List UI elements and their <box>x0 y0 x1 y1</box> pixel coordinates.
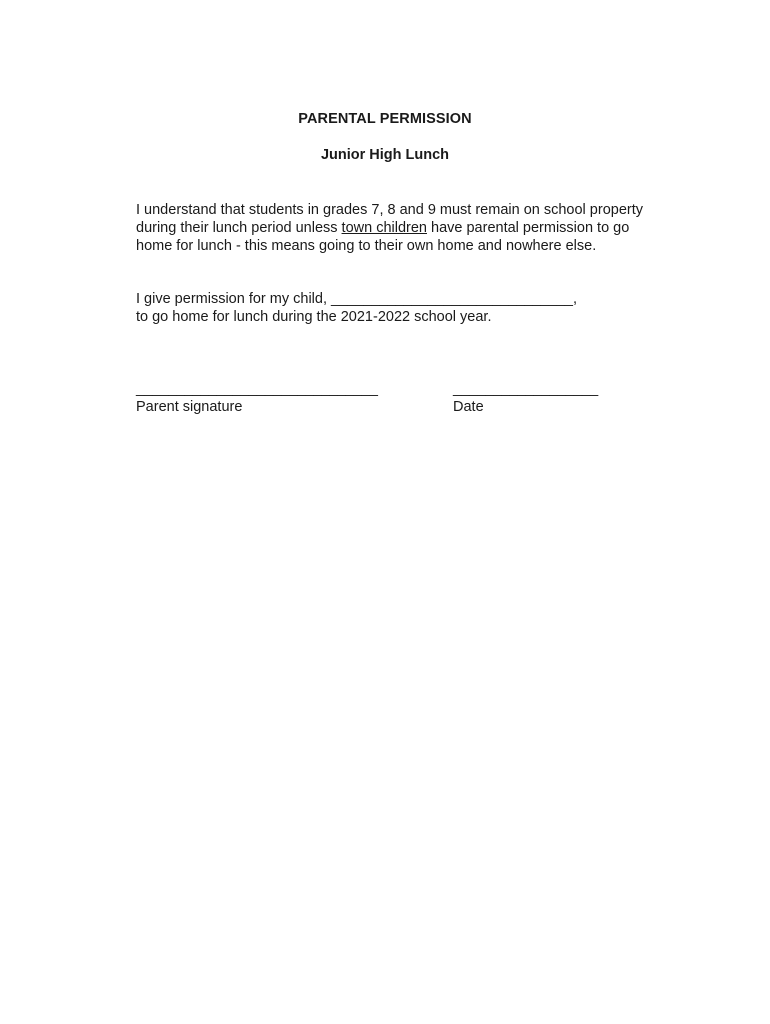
permission-comma: , <box>572 291 577 307</box>
document-subtitle: Junior High Lunch <box>320 147 450 163</box>
permission-line-2: to go home for lunch during the 2021-2022 school year. <box>136 309 492 325</box>
child-name-field[interactable]: ______________________________ <box>331 291 573 307</box>
policy-text-start: I understand that students in grades 7, 8 and 9 must remain on school property during their lunch period unless <box>136 202 643 236</box>
policy-text-end: have parental permission to go home for lunch - this means going to their own home and nowhere else. <box>136 220 630 254</box>
parent-signature-field[interactable]: ______________________________ <box>136 381 378 397</box>
town-children-underlined: town children <box>341 220 427 236</box>
document-title: PARENTAL PERMISSION <box>298 111 472 127</box>
permission-paragraph <box>136 290 656 326</box>
parent-signature-label: Parent signature <box>136 399 243 415</box>
policy-paragraph <box>136 201 656 255</box>
permission-line-1 <box>136 290 656 308</box>
date-label: Date <box>453 399 484 415</box>
date-field[interactable]: __________________ <box>453 381 599 397</box>
permission-text: I give permission for my child, <box>136 291 332 307</box>
parent-signature-block <box>136 380 378 416</box>
date-block <box>453 380 598 416</box>
